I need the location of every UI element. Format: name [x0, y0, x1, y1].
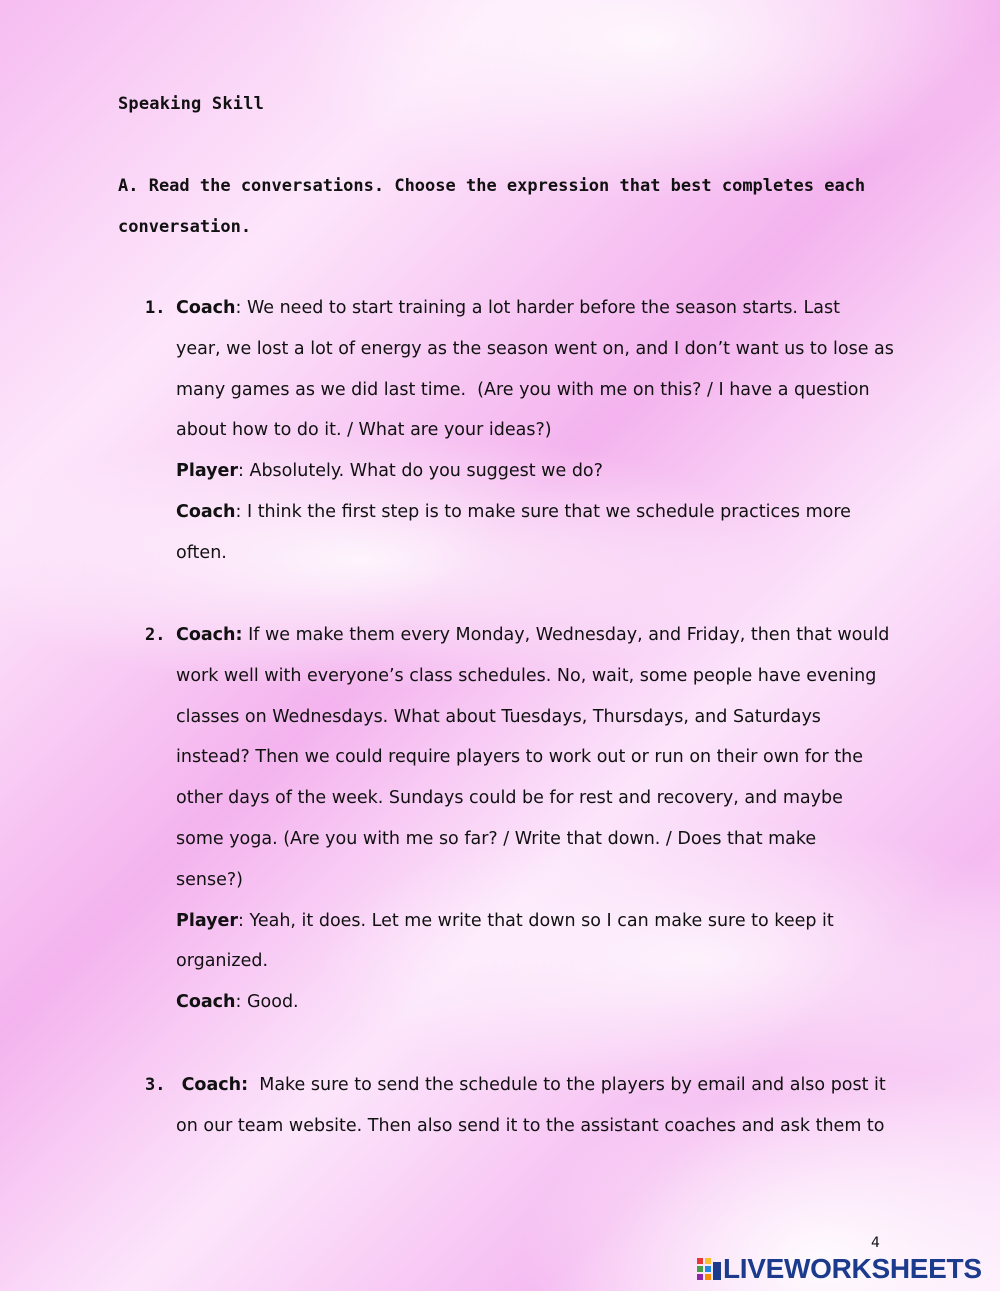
dialogue-text: many games as we did last time. (Are you with me on this? / I have a question: [176, 379, 870, 400]
text-line: [176, 1106, 925, 1147]
dialogue-text: work well with everyone’s class schedules. No, wait, some people have evening: [176, 665, 877, 686]
speaker-label: Player: [176, 461, 239, 482]
item-number: 1.: [145, 298, 166, 318]
speaker-label: Coach: [176, 298, 236, 318]
dialogue-text: year, we lost a lot of energy as the season went on, and I don’t want us to lose as: [176, 338, 894, 359]
text-line: [176, 492, 925, 533]
text-line: [176, 737, 925, 778]
page-title: Speaking Skill: [118, 94, 265, 114]
text-line: [176, 533, 925, 574]
brand-logo: [697, 1254, 982, 1284]
text-line: [176, 329, 925, 370]
text-line: [176, 819, 925, 860]
dialogue-text: classes on Wednesdays. What about Tuesdays, Thursdays, and Saturdays: [176, 706, 821, 727]
dialogue-text: on our team website. Then also send it to the assistant coaches and ask them to: [176, 1115, 885, 1136]
item-number: 3.: [145, 1075, 166, 1095]
dialogue-text: : Yeah, it does. Let me write that down so I can make sure to keep it: [238, 910, 834, 931]
text-line: [176, 370, 925, 411]
liveworksheets-logo-icon: [697, 1256, 721, 1282]
conversation-item: [145, 615, 925, 1023]
text-line: [176, 451, 925, 492]
speaker-label: Coach:: [176, 625, 243, 645]
dialogue-text: about how to do it. / What are your ideas?): [176, 420, 552, 441]
text-line: [176, 1065, 925, 1106]
page-number: 4: [871, 1235, 880, 1251]
dialogue-text: If we make them every Monday, Wednesday, and Friday, then that would: [242, 625, 890, 645]
text-line: [176, 778, 925, 819]
dialogue-text: sense?): [176, 869, 243, 890]
dialogue-text: instead? Then we could require players to work out or run on their own for the: [176, 747, 864, 768]
text-line: [176, 656, 925, 697]
text-line: [176, 860, 925, 901]
dialogue-text: other days of the week. Sundays could be for rest and recovery, and maybe: [176, 788, 843, 809]
dialogue-text: organized.: [176, 951, 269, 972]
text-line: [176, 615, 925, 656]
text-line: [176, 288, 925, 329]
speaker-label: Player: [176, 910, 239, 931]
item-number: 2.: [145, 625, 166, 645]
speaker-label: Coach: [176, 992, 236, 1013]
conversation-text: [176, 615, 925, 1023]
dialogue-text: : We need to start training a lot harder before the season starts. Last: [235, 298, 841, 318]
text-line: [176, 410, 925, 451]
text-line: [176, 901, 925, 942]
conversation-text: [176, 1065, 925, 1147]
dialogue-text: : Good.: [235, 992, 299, 1013]
dialogue-text: : Absolutely. What do you suggest we do?: [238, 461, 603, 482]
section-heading: [118, 166, 878, 248]
section-heading-line: A. Read the conversations. Choose the expression that best completes each: [118, 176, 866, 196]
text-line: [176, 941, 925, 982]
dialogue-text: often.: [176, 542, 227, 563]
text-line: [176, 697, 925, 738]
brand-text: LIVEWORKSHEETS: [723, 1253, 982, 1284]
conversation-item: [145, 1065, 925, 1147]
speaker-label: Coach: [176, 501, 236, 522]
section-heading-line: conversation.: [118, 217, 252, 237]
dialogue-text: Make sure to send the schedule to the players by email and also post it: [248, 1075, 886, 1095]
speaker-label: Coach:: [181, 1075, 249, 1095]
conversation-text: [176, 288, 925, 574]
dialogue-text: : I think the first step is to make sure that we schedule practices more: [235, 501, 851, 522]
conversation-item: [145, 288, 925, 574]
text-line: [176, 982, 925, 1023]
dialogue-text: some yoga. (Are you with me so far? / Write that down. / Does that make: [176, 828, 817, 849]
